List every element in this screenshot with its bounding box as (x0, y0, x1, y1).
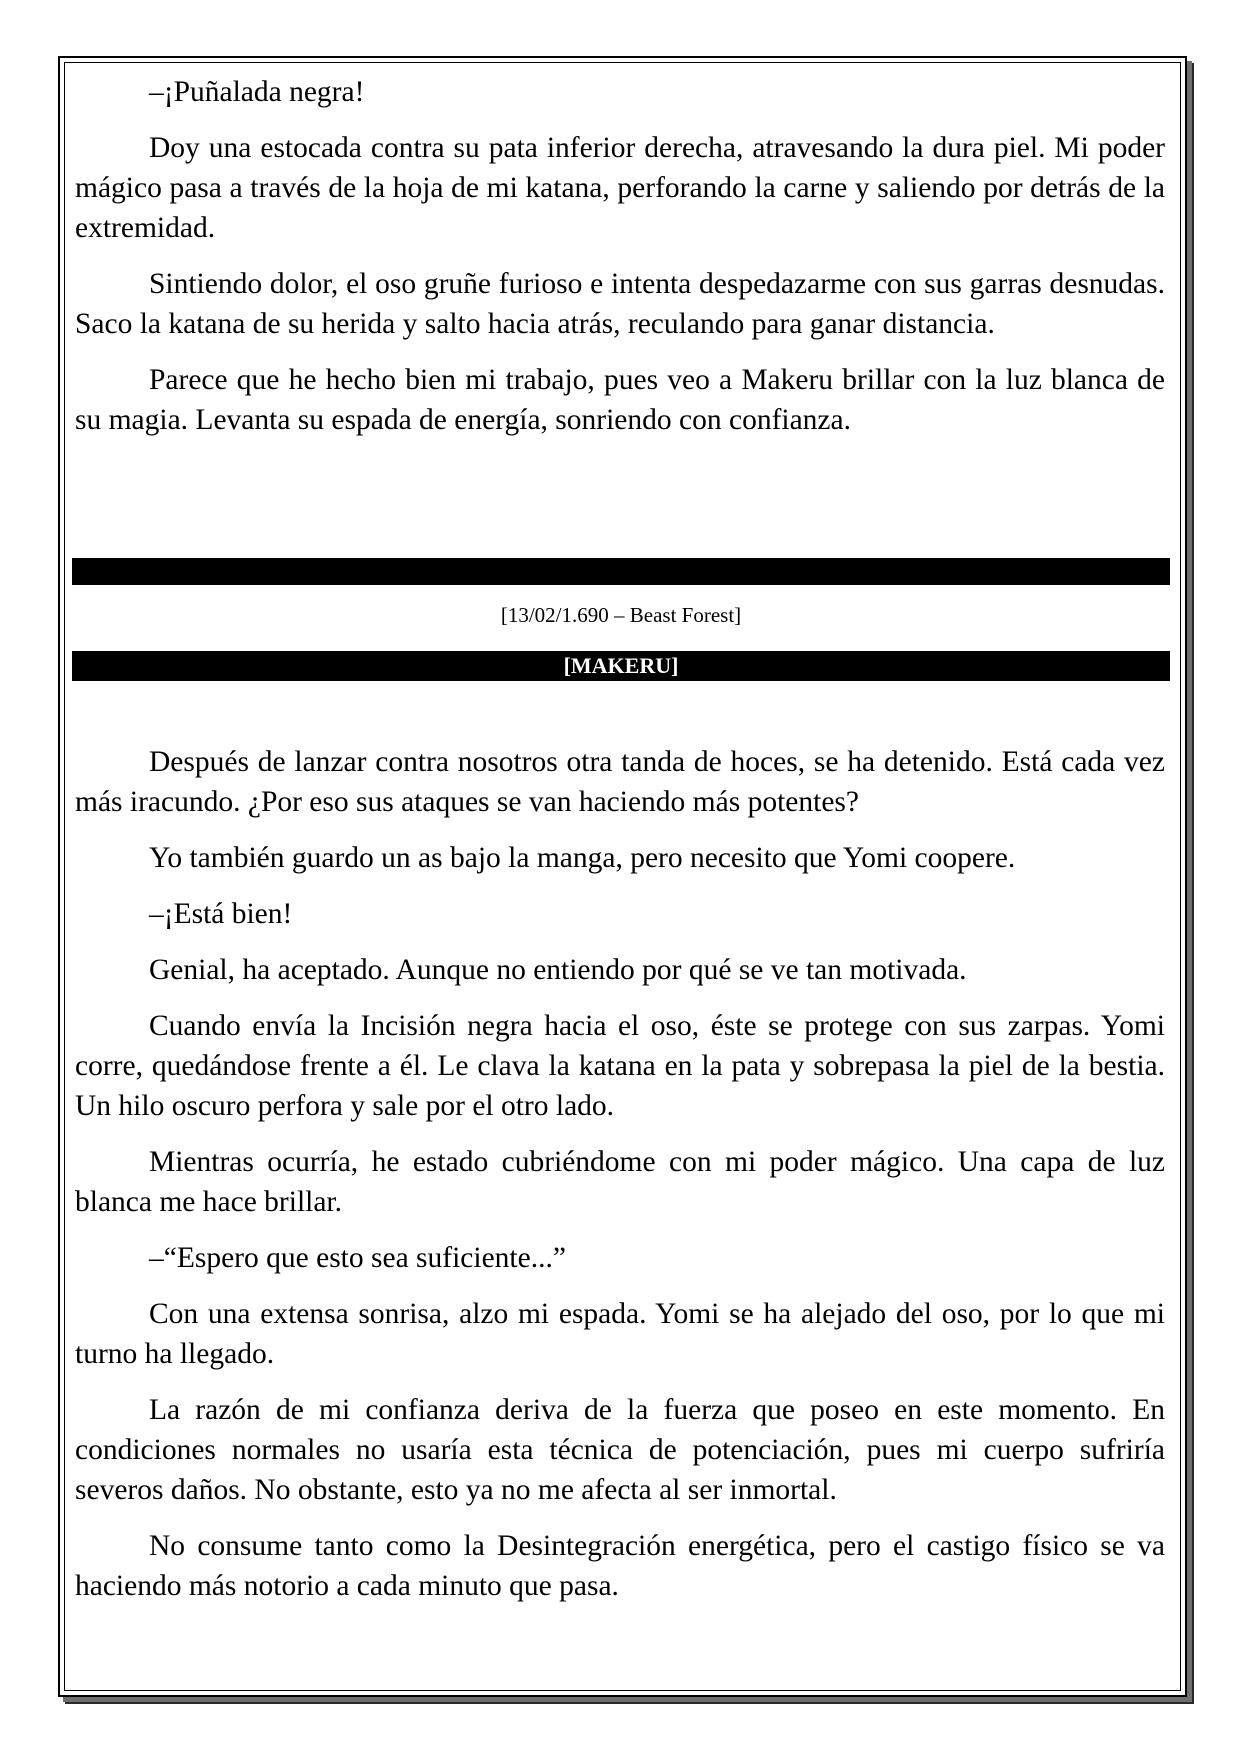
paragraph: No consume tanto como la Desintegración energética, pero el castigo físico se va haciendo más notorio a cada minuto que pasa. (75, 1530, 1165, 1602)
paragraph: –¡Puñalada negra! (149, 76, 365, 108)
paragraph: Doy una estocada contra su pata inferior derecha, atravesando la dura piel. Mi poder mágico pasa a través de la hoja de mi katana, perforando la carne y saliendo por detrás de la extremidad. (75, 132, 1165, 244)
paragraph: Yo también guardo un as bajo la manga, pero necesito que Yomi coopere. (149, 842, 1016, 874)
scene-break-bar (72, 558, 1170, 585)
section-makeru-text (75, 742, 1165, 1622)
paragraph: Sintiendo dolor, el oso gruñe furioso e intenta despedazarme con sus garras desnudas. Saco la katana de su herida y salto hacia atrás, reculando para ganar distancia. (75, 268, 1165, 340)
paragraph: Genial, ha aceptado. Aunque no entiendo por qué se ve tan motivada. (149, 954, 967, 986)
paragraph: Mientras ocurría, he estado cubriéndome con mi poder mágico. Una capa de luz blanca me hace brillar. (75, 1146, 1165, 1218)
paragraph: La razón de mi confianza deriva de la fuerza que poseo en este momento. En condiciones normales no usaría esta técnica de potenciación, pues mi cuerpo sufriría severos daños. No obstante, esto ya no me afecta al ser inmortal. (75, 1394, 1165, 1506)
scene-date-location: [13/02/1.690 – Beast Forest] (500, 603, 742, 627)
paragraph: –“Espero que esto sea suficiente...” (149, 1242, 566, 1274)
paragraph: Después de lanzar contra nosotros otra tanda de hoces, se ha detenido. Está cada vez más iracundo. ¿Por eso sus ataques se van haciendo más potentes? (75, 746, 1165, 818)
paragraph: Parece que he hecho bien mi trabajo, pues veo a Makeru brillar con la luz blanca de su magia. Levanta su espada de energía, sonriendo con confianza. (75, 364, 1165, 436)
paragraph: Cuando envía la Incisión negra hacia el oso, éste se protege con sus zarpas. Yomi corre, quedándose frente a él. Le clava la katana en la pata y sobrepasa la piel de la bestia. Un hilo oscuro perfora y sale por el otro lado. (75, 1010, 1165, 1122)
paragraph: Con una extensa sonrisa, alzo mi espada. Yomi se ha alejado del oso, por lo que mi turno ha llegado. (75, 1298, 1165, 1370)
paragraph: –¡Está bien! (149, 898, 293, 930)
pov-character-banner: [MAKERU] (72, 651, 1170, 681)
section-yomi-text (75, 72, 1165, 456)
